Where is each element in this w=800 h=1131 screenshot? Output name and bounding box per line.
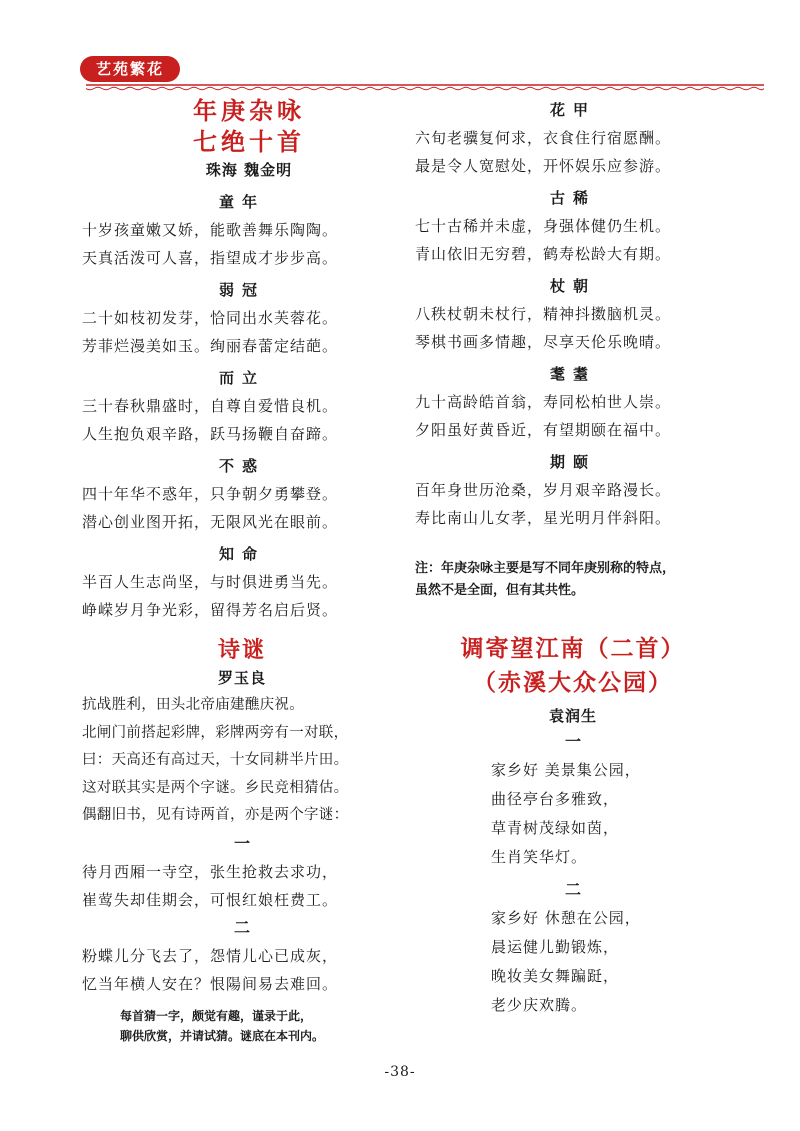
stanza-title: 古稀	[549, 189, 596, 207]
riddle-footnote	[120, 1006, 402, 1046]
verse-line: 七十古稀并未虚，身强体健仍生机。	[415, 217, 672, 235]
poem1-author: 珠海 魏金明	[205, 161, 293, 179]
section-mark: 二	[233, 917, 250, 937]
verse-line: 晨运健儿勤锻炼，	[491, 938, 620, 956]
verse-line: 峥嵘岁月争光彩，留得芳名启后贤。	[82, 601, 339, 619]
stanza-title: 杖朝	[549, 277, 596, 295]
stanza	[82, 364, 402, 448]
stanza	[82, 188, 402, 272]
footnote-line: 每首猜一字，颇觉有趣，谨录于此，	[120, 1008, 313, 1023]
verse-line: 寿比南山儿女孝，星光明月伴斜阳。	[415, 509, 672, 527]
prose-line: 抗战胜利，田头北帝庙建醮庆祝。	[82, 697, 304, 713]
verse-line: 忆当年横人安在？恨陽间易去难回。	[82, 974, 339, 993]
left-column	[82, 96, 402, 1046]
riddle-intro	[82, 692, 402, 830]
stanza-title: 弱冠	[218, 281, 265, 299]
poem1-title-line1: 年庚杂咏	[193, 97, 305, 125]
verse-line: 八秩杖朝未杖行，精神抖擞脑机灵。	[415, 305, 672, 323]
stanza-title: 花甲	[549, 101, 596, 119]
verse-line: 四十年华不惑年，只争朝夕勇攀登。	[82, 485, 339, 503]
prose-line: 曰：天高还有高过天，十女同耕半片田。	[82, 752, 349, 768]
stanza	[415, 184, 731, 268]
poem2-title-line2: （赤溪大众公园）	[473, 670, 673, 696]
verse-line: 二十如枝初发芽，恰同出水芙蓉花。	[82, 309, 339, 327]
verse-line: 粉蝶儿分飞去了，怨情儿心已成灰，	[82, 946, 339, 965]
section-mark: 二	[564, 880, 581, 899]
verse-line: 青山依旧无穷碧，鹤寿松龄大有期。	[415, 245, 672, 263]
stanza-title: 不惑	[218, 457, 265, 475]
header-rule	[86, 82, 764, 92]
verse-line: 百年身世历沧桑，岁月艰辛路漫长。	[415, 481, 672, 499]
stanza	[82, 540, 402, 624]
poem1-note	[415, 558, 731, 602]
verse-line: 六旬老骥复何求，衣食住行宿愿酬。	[415, 129, 672, 147]
stanza-title: 童年	[218, 193, 265, 211]
verse-line: 三十春秋鼎盛时，自尊自爱惜良机。	[82, 397, 339, 415]
note-line: 注：年庚杂咏主要是写不同年庚别称的特点，	[415, 561, 676, 576]
note-line: 虽然不是全面，但有其共性。	[415, 583, 585, 598]
verse-line: 夕阳虽好黄昏近，有望期颐在福中。	[415, 421, 672, 439]
stanza-title: 知命	[218, 545, 265, 563]
verse-line: 人生抱负艰辛路，跃马扬鞭自奋蹄。	[82, 425, 339, 443]
verse-line: 待月西厢一寺空，张生抢救去求功，	[82, 862, 339, 881]
verse-line: 十岁孩童嫩又娇，能歌善舞乐陶陶。	[82, 221, 339, 239]
stanza-title: 期颐	[549, 453, 596, 471]
verse-line: 半百人生志尚坚，与时俱进勇当先。	[82, 573, 339, 591]
verse-line: 草青树茂绿如茵，	[491, 819, 620, 837]
verse-line: 最是令人宽慰处，开怀娱乐应参游。	[415, 157, 672, 175]
stanza	[82, 452, 402, 536]
stanza-title: 耄耋	[549, 365, 596, 383]
stanza-title: 而立	[218, 369, 265, 387]
verse-line: 芳菲烂漫美如玉。绚丽春蕾定结葩。	[82, 337, 339, 355]
verse-line: 天真活泼可人喜，指望成才步步高。	[82, 249, 339, 267]
poem1-title-line2: 七绝十首	[193, 128, 305, 156]
prose-line: 这对联其实是两个字谜。乡民竞相猜估。	[82, 779, 349, 796]
stanza	[415, 272, 731, 356]
right-column	[415, 96, 731, 1020]
verse-line: 老少庆欢腾。	[491, 996, 588, 1014]
section-tag: 艺苑繁花	[80, 56, 180, 82]
poem2-title-line1: 调寄望江南（二首）	[460, 636, 686, 662]
stanza	[415, 360, 731, 444]
prose-line: 北闸门前搭起彩牌，彩牌两旁有一对联，	[82, 724, 349, 741]
verse-line: 潜心创业图开拓，无限风光在眼前。	[82, 513, 339, 531]
riddle-author: 罗玉良	[217, 669, 266, 687]
verse-line: 家乡好 美景集公园，	[491, 761, 641, 779]
verse-line: 琴棋书画多情趣，尽享天伦乐晚晴。	[415, 333, 672, 351]
section-mark: 一	[233, 833, 250, 853]
page-number: -38-	[384, 1064, 416, 1080]
poem2-author: 袁润生	[548, 707, 597, 725]
stanza	[82, 276, 402, 360]
verse-line: 崔莺失却佳期会，可恨红娘枉费工。	[82, 890, 339, 909]
verse-line: 曲径亭台多雅致，	[491, 790, 620, 808]
prose-line: 偶翻旧书，见有诗两首，亦是两个字谜：	[82, 807, 349, 823]
verse-line: 家乡好 休憩在公园，	[491, 909, 641, 927]
stanza	[415, 448, 731, 532]
verse-line: 晚妆美女舞蹁跹，	[491, 967, 620, 985]
footnote-line: 聊供欣赏，并请试猜。谜底在本刊内。	[120, 1028, 325, 1043]
stanza	[415, 96, 731, 180]
verse-line: 生肖笑华灯。	[491, 848, 588, 866]
verse-line: 九十高龄皓首翁，寿同松柏世人崇。	[415, 393, 672, 411]
riddle-title: 诗谜	[217, 638, 266, 663]
section-mark: 一	[564, 732, 581, 751]
